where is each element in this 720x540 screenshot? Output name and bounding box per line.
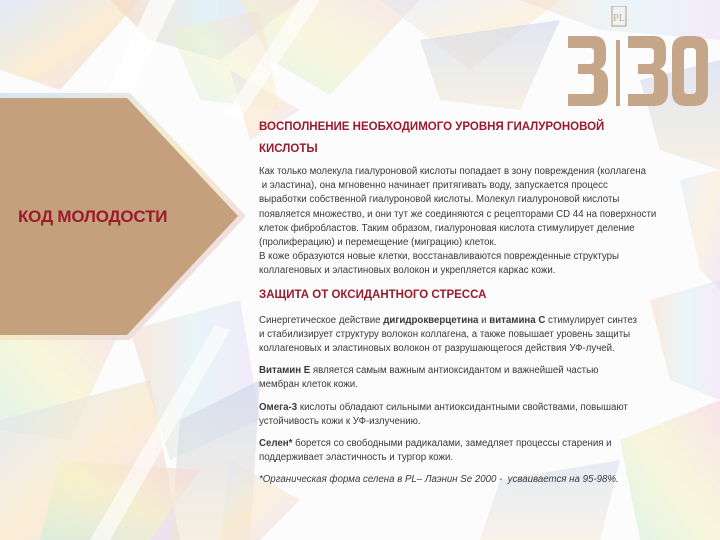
vitamin-e-line2: мембран клеток кожи. [259,379,358,391]
logo-monogram: PL [613,13,625,24]
synergy-line [259,314,714,328]
selenium-line2: поддерживает эластичность и тургор кожи. [259,452,454,464]
synergy-line2: и стабилизирует структуру волокон коллагена, а также повышает уровень защиты [259,328,631,340]
synergy-bold-dihydroquercetin: дигидрокверцетина [383,314,479,326]
hyaluronic-line: В коже образуются новые клетки, восстанавливаются поврежденные структуры [259,251,619,263]
selenium-line [259,437,714,451]
hexagon-title: КОД МОЛОДОСТИ [18,207,168,226]
hyaluronic-line: (пролиферацию) и перемещение (миграцию) клеток. [259,237,497,249]
omega-bold: Омега-3 [259,401,298,413]
selenium-bold: Селен* [259,438,293,450]
brand-logo [560,6,710,106]
hyaluronic-line: Как только молекула гиалуроновой кислоты попадает в зону повреждения (коллагена [259,166,646,177]
hexagon-shape [0,0,260,540]
heading-hyaluronic-line2: КИСЛОТЫ [259,143,318,155]
hyaluronic-line: появляется множество, и они тут же соединяются с рецепторами CD 44 на поверхности [259,208,657,220]
vitamin-e-line [259,364,714,378]
omega-line2: устойчивость кожи к УФ-излучению. [259,415,421,427]
hyaluronic-line: коллагеновых и эластиновых волокон и укрепляется каркас кожи. [259,265,556,277]
synergy-pre: Синергетическое действие [259,314,384,326]
synergy-mid: и [478,314,490,326]
vitamin-e-rest: является самым важным антиоксидантом и важнейшей частью [310,365,599,377]
hyaluronic-line: и эластина), она мгновенно начинает притягивать воду, запускается процесс [259,180,608,192]
vitamin-e-bold: Витамин Е [259,365,311,377]
heading-oxidant: ЗАЩИТА ОТ ОКСИДАНТНОГО СТРЕССА [259,288,487,301]
hyaluronic-line: выработки собственной гиалуроновой кислоты. Молекул гиалуроновой кислоты [259,194,620,206]
main-content [259,116,714,488]
omega-line [259,401,714,415]
selenium-rest: борется со свободными радикалами, замедляет процессы старения и [292,438,612,450]
hyaluronic-line: клеток фибробластов. Таким образом, гиалуроновая кислота стимулирует деление [259,222,635,234]
synergy-post: стимулирует синтез [545,314,637,326]
synergy-bold-vitamin-c: витамина С [489,314,546,326]
footnote: *Органическая форма селена в PL– Лаэнин Se 2000 - усваивается на 95-98%. [259,474,619,486]
heading-hyaluronic-line1: ВОСПОЛНЕНИЕ НЕОБХОДИМОГО УРОВНЯ ГИАЛУРОНОВОЙ [259,121,605,133]
omega-rest: кислоты обладают сильными антиоксидантными свойствами, повышают [297,401,628,413]
synergy-line3: коллагеновых и эластиновых волокон от разрушающегося действия УФ-лучей. [259,343,615,355]
